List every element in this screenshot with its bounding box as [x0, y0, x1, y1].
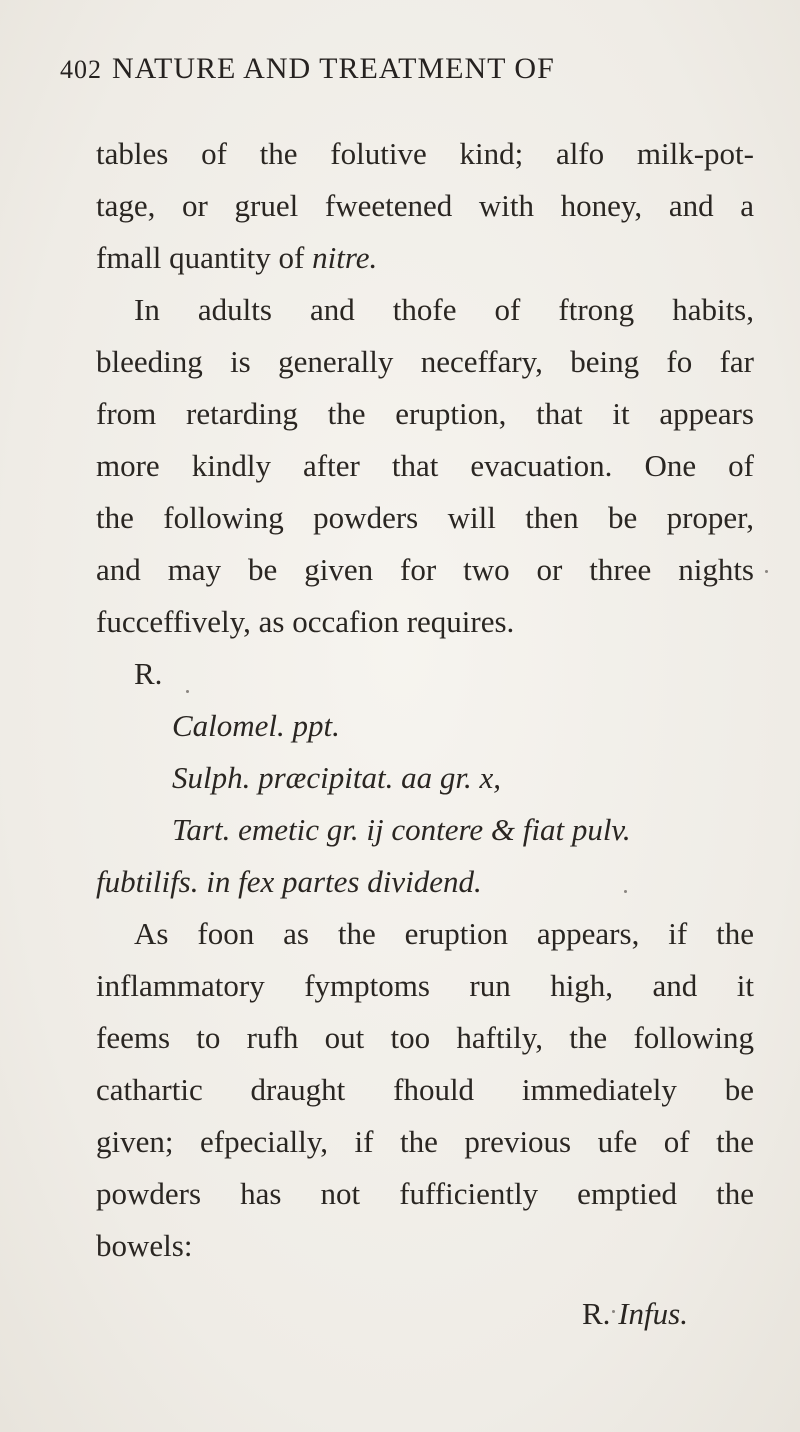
nitre-word: nitre.: [312, 240, 378, 275]
paper-speck: [186, 690, 189, 693]
paper-speck: [624, 890, 627, 893]
recipe-item: Tart. emetic gr. ij contere & fiat pulv.: [172, 812, 631, 847]
catchword-word: Infus.: [618, 1296, 688, 1331]
recipe-symbol: R.: [134, 656, 163, 691]
text-line: and may be given for two or three nights: [96, 552, 754, 587]
text-line: from retarding the eruption, that it appears: [96, 396, 754, 431]
text-line: cathartic draught fhould immediately be: [96, 1072, 754, 1107]
page-number: 402: [60, 55, 102, 84]
text-line: feems to rufh out too haftily, the following: [96, 1020, 754, 1055]
text-line: fucceffively, as occafion requires.: [96, 604, 515, 639]
catchword: [582, 1296, 688, 1332]
text-line: more kindly after that evacuation. One of: [96, 448, 754, 483]
text-line: given; efpecially, if the previous ufe of the: [96, 1124, 754, 1159]
paragraph-start: As foon as the eruption appears, if the: [134, 916, 754, 951]
text-line: tables of the folutive kind; alfo milk-pot-: [96, 136, 754, 171]
paragraph-start: In adults and thofe of ftrong habits,: [134, 292, 754, 327]
recipe-item: Sulph. præcipitat. aa gr. x,: [172, 760, 501, 795]
text-line: the following powders will then be proper,: [96, 500, 754, 535]
text-line: inflammatory fymptoms run high, and it: [96, 968, 754, 1003]
text-line-start: fmall quantity of: [96, 240, 313, 275]
paper-speck: [765, 570, 768, 573]
paper-speck: [612, 1310, 615, 1313]
text-line: powders has not fufficiently emptied the: [96, 1176, 754, 1211]
running-title: NATURE AND TREATMENT OF: [112, 52, 555, 85]
text-line: tage, or gruel fweetened with honey, and a: [96, 188, 754, 223]
catchword-symbol: R.: [582, 1296, 611, 1331]
text-line: [96, 240, 377, 276]
text-line: bowels:: [96, 1228, 193, 1263]
running-header: [60, 52, 555, 92]
recipe-item: fubtilifs. in fex partes dividend.: [96, 864, 482, 899]
recipe-item: Calomel. ppt.: [172, 708, 340, 743]
text-line: bleeding is generally neceffary, being fo far: [96, 344, 754, 379]
